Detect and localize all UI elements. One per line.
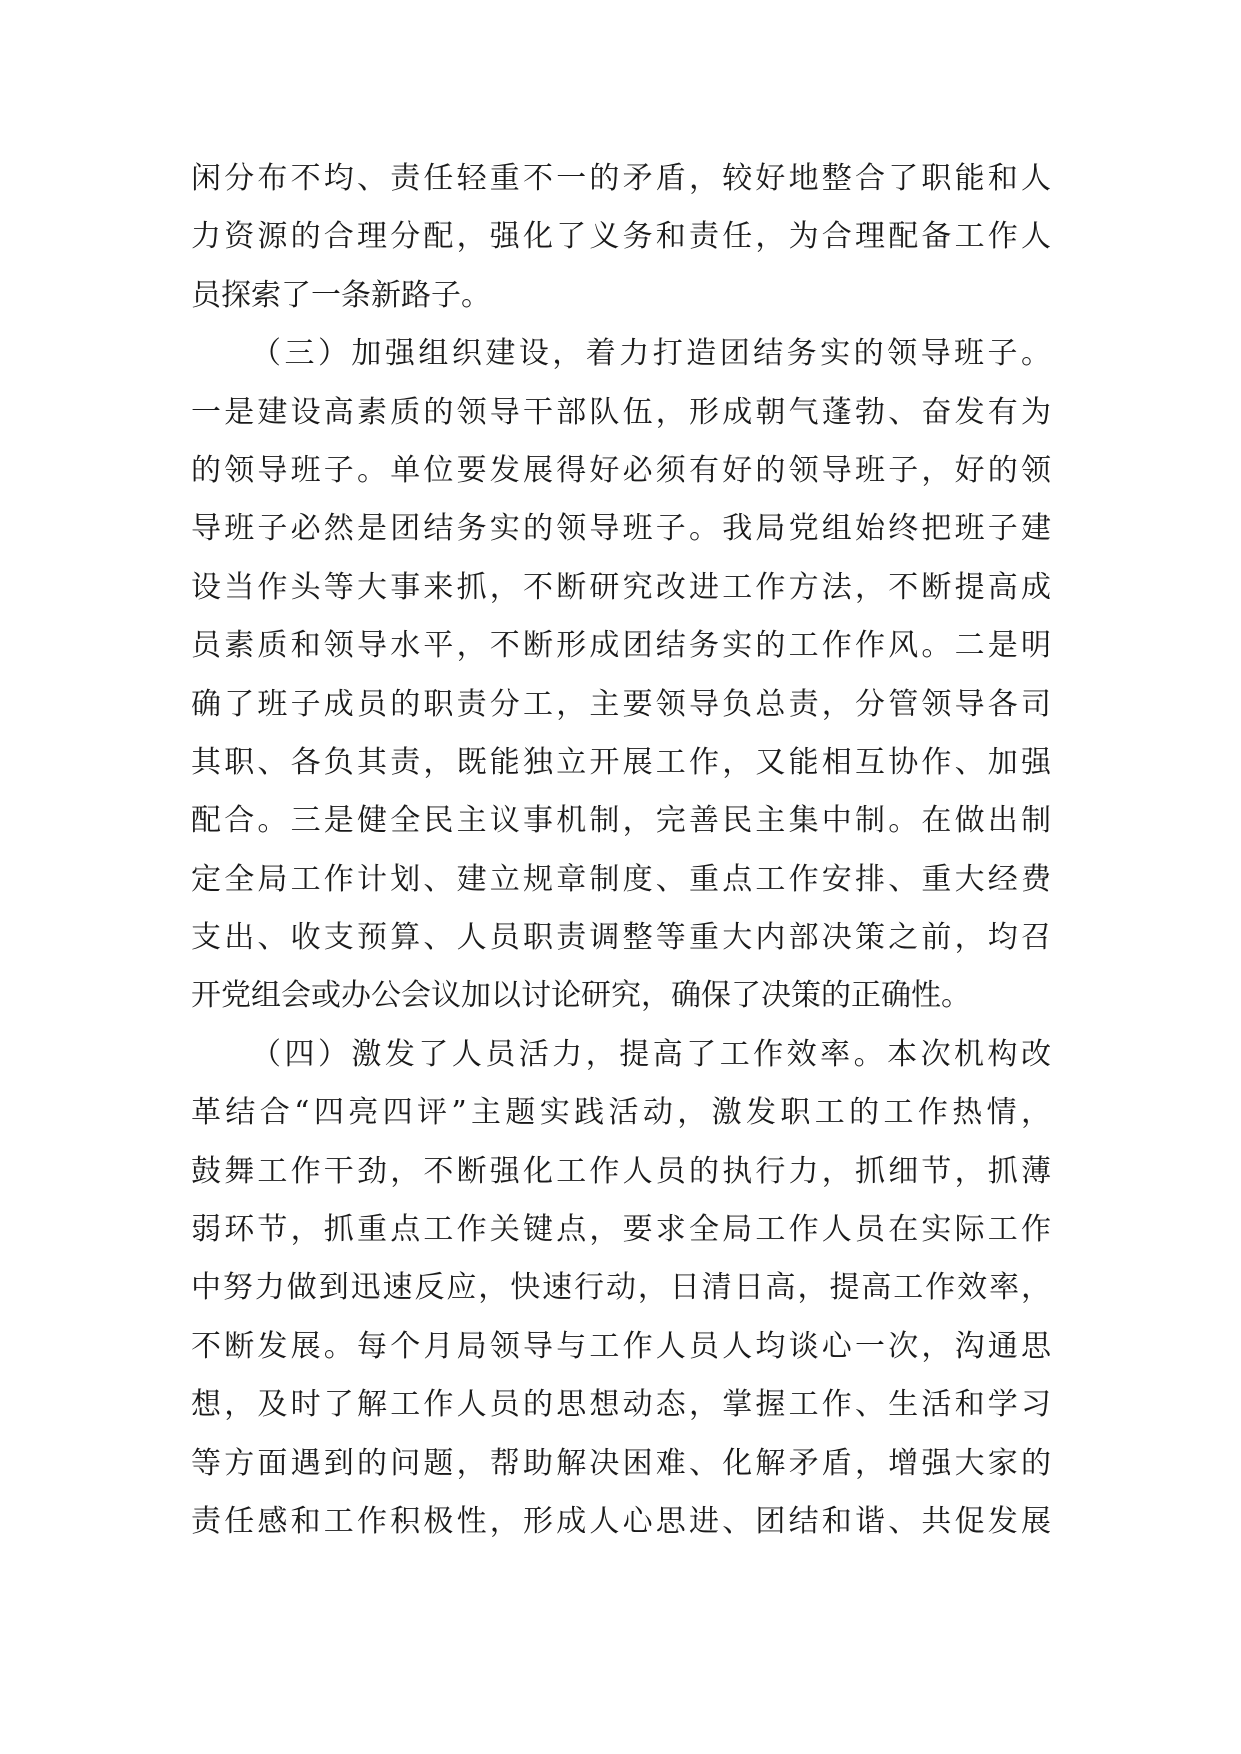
text-line: 革结合“四亮四评”主题实践活动，激发职工的工作热情， [191, 1095, 1051, 1131]
text-line: （四）激发了人员活力，提高了工作效率。本次机构改 [251, 1036, 1051, 1072]
text-line: 其职、各负其责，既能独立开展工作，又能相互协作、加强 [191, 744, 1051, 780]
text-line: 不断发展。每个月局领导与工作人员人均谈心一次，沟通思 [191, 1328, 1051, 1364]
text-line: 鼓舞工作干劲，不断强化工作人员的执行力，抓细节，抓薄 [191, 1153, 1051, 1189]
text-line: 中努力做到迅速反应，快速行动，日清日高，提高工作效率， [191, 1270, 1051, 1306]
text-line: 闲分布不均、责任轻重不一的矛盾，较好地整合了职能和人 [191, 161, 1051, 196]
text-line: 责任感和工作积极性，形成人心思进、团结和谐、共促发展 [191, 1503, 1051, 1539]
text-line: 一是建设高素质的领导干部队伍，形成朝气蓬勃、奋发有为 [191, 394, 1051, 430]
text-line: 导班子必然是团结务实的领导班子。我局党组始终把班子建 [191, 511, 1051, 547]
text-line: 想，及时了解工作人员的思想动态，掌握工作、生活和学习 [191, 1387, 1051, 1423]
text-line: 配合。三是健全民主议事机制，完善民主集中制。在做出制 [191, 803, 1051, 839]
text-line: 开党组会或办公会议加以讨论研究，确保了决策的正确性。 [191, 978, 971, 1014]
text-line: 支出、收支预算、人员职责调整等重大内部决策之前，均召 [191, 920, 1051, 956]
text-line: 等方面遇到的问题，帮助解决困难、化解矛盾，增强大家的 [191, 1445, 1051, 1481]
text-line: 确了班子成员的职责分工，主要领导负总责，分管领导各司 [191, 686, 1051, 722]
text-line: 设当作头等大事来抓，不断研究改进工作方法，不断提高成 [191, 569, 1051, 605]
text-line: 的领导班子。单位要发展得好必须有好的领导班子，好的领 [191, 452, 1051, 488]
text-line: 弱环节，抓重点工作关键点，要求全局工作人员在实际工作 [191, 1212, 1051, 1248]
text-line: （三）加强组织建设，着力打造团结务实的领导班子。 [251, 336, 1051, 372]
text-line: 员探索了一条新路子。 [191, 277, 491, 313]
text-line: 员素质和领导水平，不断形成团结务实的工作作风。二是明 [191, 628, 1051, 664]
text-line: 力资源的合理分配，强化了义务和责任，为合理配备工作人 [191, 219, 1051, 255]
text-line: 定全局工作计划、建立规章制度、重点工作安排、重大经费 [191, 861, 1051, 897]
body-text [191, 150, 1051, 1551]
